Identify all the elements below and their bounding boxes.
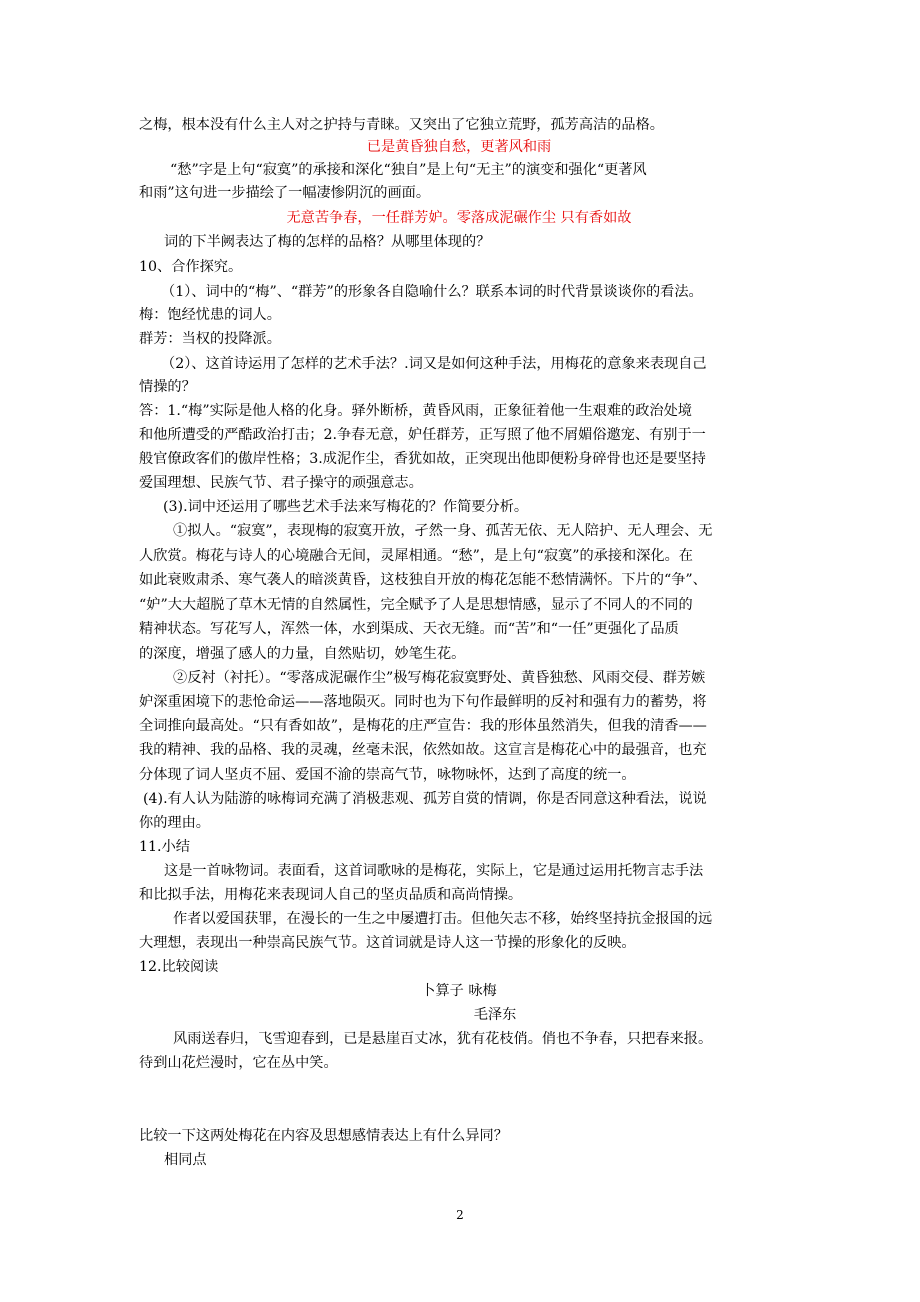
quote-line: 已是黄昏独自愁，更著风和雨 xyxy=(366,139,552,155)
text-line: 作者以爱国获罪，在漫长的一生之中屡遭打击。但他矢志不移，始终坚持抗金报国的远 xyxy=(173,911,713,927)
question-line: （2）、这首诗运用了怎样的艺术手法？.词又是如何这种手法，用梅花的意象来表现自己 xyxy=(161,356,707,372)
answer-line: 爱国理想、民族气节、君子操守的顽强意志。 xyxy=(139,475,423,491)
text-line: 梅：饱经忧患的词人。 xyxy=(139,307,281,323)
section-heading: 10、合作探究。 xyxy=(139,259,243,275)
text-line: 和雨”这句进一步描绘了一幅凄惨阴沉的画面。 xyxy=(139,185,431,201)
poem-title: 卜算子 咏梅 xyxy=(421,983,497,999)
question-line: （1）、词中的“梅”、“群芳”的形象各自隐喻什么？联系本词的时代背景谈谈你的看法。 xyxy=(161,284,703,300)
section-heading: 12.比较阅读 xyxy=(139,959,219,975)
answer-line: 和他所遭受的严酷政治打击；2.争春无意，妒任群芳，正写照了他不屑媚俗邀宠、有别于一 xyxy=(139,427,706,443)
text-line: “妒”大大超脱了草木无情的自然属性，完全赋予了人是思想情感，显示了不同人的不同的 xyxy=(139,597,693,613)
text-line: 精神状态。写花写人，浑然一体，水到渠成、天衣无缝。而“苦”和“一任”更强化了品质 xyxy=(139,621,679,637)
text-line: ①拟人。“寂寞”，表现梅的寂寞开放，孑然一身、孤苦无依、无人陪护、无人理会、无 xyxy=(173,523,713,539)
text-line: ②反衬（衬托）。“零落成泥碾作尘”极写梅花寂寞野处、黄昏独愁、风雨交侵、群芳嫉 xyxy=(173,670,706,686)
text-line: 之梅，根本没有什么主人对之护持与青睐。又突出了它独立荒野，孤芳高洁的品格。 xyxy=(139,117,664,133)
question-line: 比较一下这两处梅花在内容及思想感情表达上有什么异同？ xyxy=(139,1128,508,1144)
question-line: (4).有人认为陆游的咏梅词充满了消极悲观、孤芳自赏的情调，你是否同意这种看法，说说 xyxy=(143,791,707,807)
text-line: 情操的？ xyxy=(139,379,196,395)
text-line: 如此衰败肃杀、寒气袭人的暗淡黄昏，这枝独自开放的梅花怎能不愁情满怀。下片的“争”、 xyxy=(139,572,707,588)
text-line: 大理想，表现出一种崇高民族气节。这首词就是诗人这一节操的形象化的反映。 xyxy=(139,935,636,951)
text-line: 群芳：当权的投降派。 xyxy=(139,331,281,347)
question-line: 词的下半阙表达了梅的怎样的品格？从哪里体现的？ xyxy=(164,234,491,250)
quote-line: 无意苦争春，一任群芳妒。零落成泥碾作尘 只有香如故 xyxy=(286,210,632,226)
text-line: 妒深重困境下的悲怆命运——落地陨灭。同时也为下句作最鲜明的反衬和强有力的蓄势，将 xyxy=(139,694,707,710)
poem-author: 毛泽东 xyxy=(473,1007,517,1023)
text-line: 你的理由。 xyxy=(139,815,210,831)
text-line: 全词推向最高处。“只有香如故”，是梅花的庄严宣告：我的形体虽然消失，但我的清香—— xyxy=(139,718,707,734)
page-number: 2 xyxy=(456,1208,464,1222)
text-line: 分体现了词人坚贞不屈、爱国不渝的崇高气节，咏物咏怀，达到了高度的统一。 xyxy=(139,767,636,783)
text-line: 人欣赏。梅花与诗人的心境融合无间，灵犀相通。“愁”，是上句“寂寞”的承接和深化。在 xyxy=(139,548,693,564)
poem-text-line: 风雨送春归，飞雪迎春到，已是悬崖百丈冰，犹有花枝俏。俏也不争春，只把春来报。 xyxy=(173,1031,713,1047)
poem-text-line: 待到山花烂漫时，它在丛中笑。 xyxy=(139,1055,338,1071)
section-heading: 11.小结 xyxy=(139,839,190,855)
text-line: 我的精神、我的品格、我的灵魂，丝毫未泯，依然如故。这宣言是梅花心中的最强音，也充 xyxy=(139,742,707,758)
text-line: 这是一首咏物词。表面看，这首词歌咏的是梅花，实际上，它是通过运用托物言志手法 xyxy=(164,863,704,879)
text-line: 的深度，增强了感人的力量，自然贴切，妙笔生花。 xyxy=(139,646,466,662)
question-line: (3).词中还运用了哪些艺术手法来写梅花的？作简要分析。 xyxy=(163,499,529,515)
answer-line: 般官僚政客们的傲岸性格；3.成泥作尘，香犹如故，正突现出他即便粉身碎骨也还是要坚持 xyxy=(139,451,706,467)
text-line: 相同点 xyxy=(164,1152,207,1168)
text-line: 和比拟手法，用梅花来表现词人自己的坚贞品质和高尚情操。 xyxy=(139,887,523,903)
answer-line: 答：1.“梅”实际是他人格的化身。驿外断桥，黄昏风雨，正象征着他一生艰难的政治处境 xyxy=(139,403,692,419)
text-line: “愁”字是上句“寂寞”的承接和深化“独自”是上句“无主”的演变和强化“更著风 xyxy=(170,162,647,178)
